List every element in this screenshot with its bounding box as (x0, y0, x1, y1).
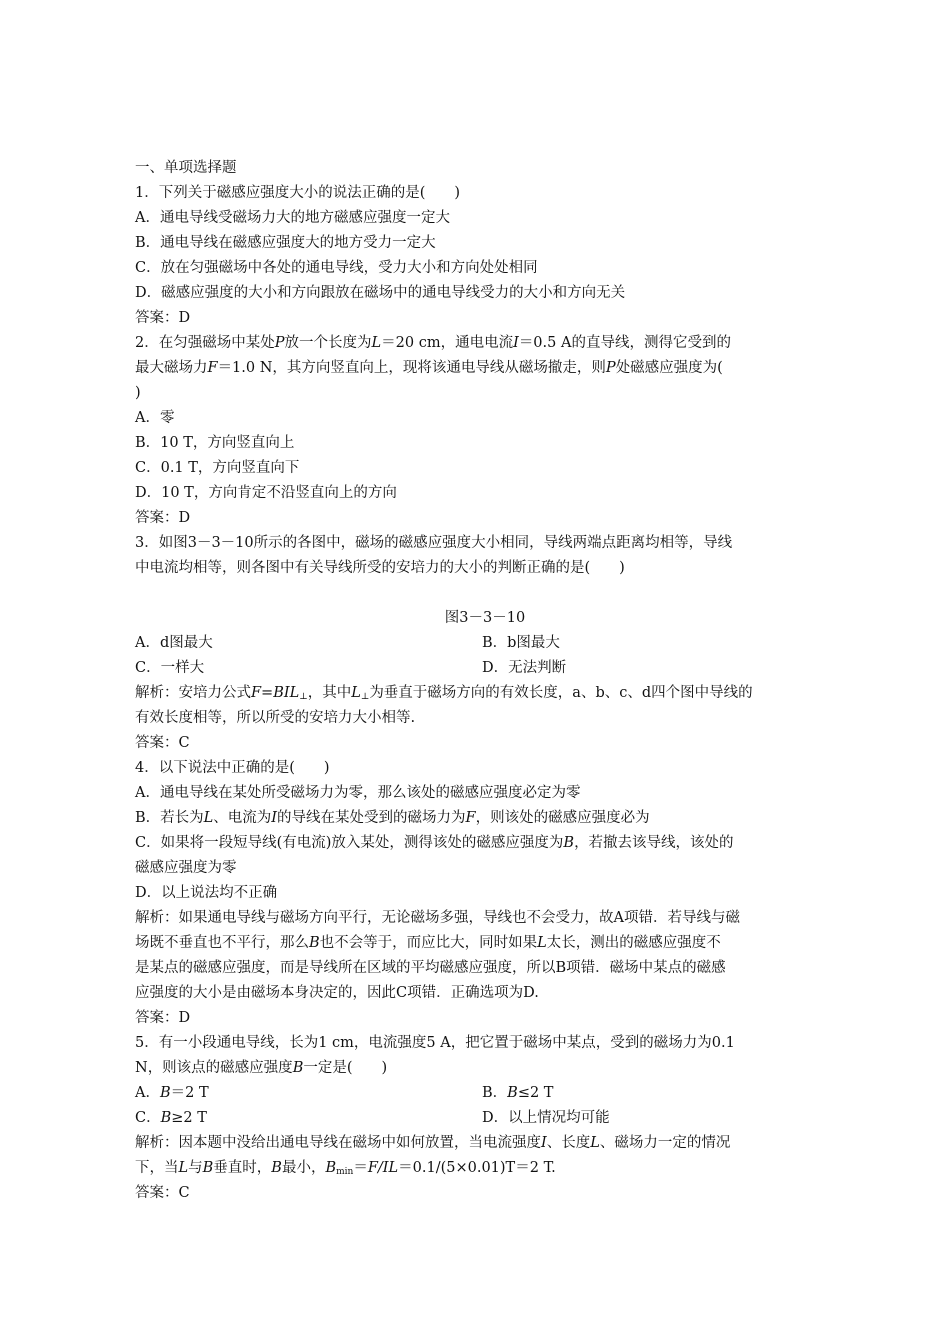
q1-stem: 1．下列关于磁感应强度大小的说法正确的是( ) (135, 185, 461, 201)
q3-option-d: D．无法判断 (482, 660, 567, 676)
q5-stem-line1: 5．有一小段通电导线，长为1 cm，电流强度5 A，把它置于磁场中某点，受到的磁场力为0.1 (135, 1035, 735, 1051)
q3-stem-line1: 3．如图3－3－10所示的各图中，磁场的磁感应强度大小相同，导线两端点距离均相等，导线 (135, 535, 733, 551)
q2-option-c: C．0.1 T，方向竖直向下 (135, 460, 300, 476)
q2-stem-line1: 2．在匀强磁场中某处P放一个长度为L＝20 cm，通电电流I＝0.5 A的直导线，测得它受到的 (135, 335, 731, 351)
q5-option-b: B．B≤2 T (482, 1085, 554, 1101)
q2-stem-line3: ) (135, 385, 141, 401)
q3-option-c: C．一样大 (135, 660, 205, 676)
q3-option-a: A．d图最大 (135, 635, 213, 651)
q4-option-b: B．若长为L、电流为I的导线在某处受到的磁场力为F，则该处的磁感应强度必为 (135, 810, 650, 826)
q5-answer: 答案：C (135, 1185, 190, 1201)
q5-analysis-line2: 下，当L与B垂直时，B最小，$B_{min}=F/IL=0.1/(5\times 0.01)T=2$ T. (135, 1160, 556, 1177)
q5-analysis-line1: 解析：因本题中没给出通电导线在磁场中如何放置，当电流强度I、长度L、磁场力一定的情况 (135, 1135, 731, 1151)
q5-options-row2 (135, 1106, 815, 1131)
q5-option-a: A．B＝2 T (135, 1085, 209, 1101)
q3-stem-line2: 中电流均相等，则各图中有关导线所受的安培力的大小的判断正确的是( ) (135, 560, 625, 576)
q1-answer: 答案：D (135, 310, 191, 326)
q4-analysis-line2: 场既不垂直也不平行，那么B也不会等于，而应比大，同时如果L太长，测出的磁感应强度不 (135, 935, 721, 951)
q4-option-a: A．通电导线在某处所受磁场力为零，那么该处的磁感应强度必定为零 (135, 785, 581, 801)
q4-analysis-line1: 解析：如果通电导线与磁场方向平行，无论磁场多强，导线也不会受力，故A项错．若导线与磁 (135, 910, 740, 926)
q1-option-c: C．放在匀强磁场中各处的通电导线，受力大小和方向处处相同 (135, 260, 538, 276)
q3-options-row2 (135, 656, 815, 681)
q4-option-c-line2: 磁感应强度为零 (135, 860, 237, 876)
q3-answer: 答案：C (135, 735, 190, 751)
q2-option-d: D．10 T，方向肯定不沿竖直向上的方向 (135, 485, 397, 501)
q5-option-c: C．B≥2 T (135, 1110, 207, 1126)
q4-stem: 4．以下说法中正确的是( ) (135, 760, 330, 776)
q1-option-d: D．磁感应强度的大小和方向跟放在磁场中的通电导线受力的大小和方向无关 (135, 285, 626, 301)
q4-analysis-line4: 应强度的大小是由磁场本身决定的，因此C项错．正确选项为D. (135, 985, 539, 1001)
q1-option-b: B．通电导线在磁感应强度大的地方受力一定大 (135, 235, 436, 251)
q3-analysis-line1: 解析：安培力公式$F=BIL_\perp$，其中$L_\perp$为垂直于磁场方向的有效长度，a、b、c、d四个图中导线的 (135, 685, 753, 702)
q1-option-a: A．通电导线受磁场力大的地方磁感应强度一定大 (135, 210, 450, 226)
q3-options-row1 (135, 631, 815, 656)
q5-options-row1 (135, 1081, 815, 1106)
q2-option-a: A．零 (135, 410, 175, 426)
figure-placeholder (135, 581, 815, 606)
q4-answer: 答案：D (135, 1010, 191, 1026)
q2-answer: 答案：D (135, 510, 191, 526)
q2-option-b: B．10 T，方向竖直向上 (135, 435, 295, 451)
q2-stem-line2: 最大磁场力F＝1.0 N，其方向竖直向上，现将该通电导线从磁场撤走，则P处磁感应强度为( (135, 360, 723, 376)
q3-option-b: B．b图最大 (482, 635, 560, 651)
q4-option-c-line1: C．如果将一段短导线(有电流)放入某处，测得该处的磁感应强度为B，若撤去该导线，该处的 (135, 835, 734, 851)
q4-analysis-line3: 是某点的磁感应强度，而是导线所在区域的平均磁感应强度，所以B项错．磁场中某点的磁感 (135, 960, 726, 976)
q3-analysis-line2: 有效长度相等，所以所受的安培力大小相等. (135, 710, 416, 726)
section-title: 一、单项选择题 (135, 160, 237, 176)
q4-option-d: D．以上说法均不正确 (135, 885, 278, 901)
q5-option-d: D．以上情况均可能 (482, 1110, 610, 1126)
q5-stem-line2: N，则该点的磁感应强度B一定是( ) (135, 1060, 388, 1076)
figure-caption: 图3－3－10 (444, 610, 526, 626)
document-content (135, 156, 815, 1206)
